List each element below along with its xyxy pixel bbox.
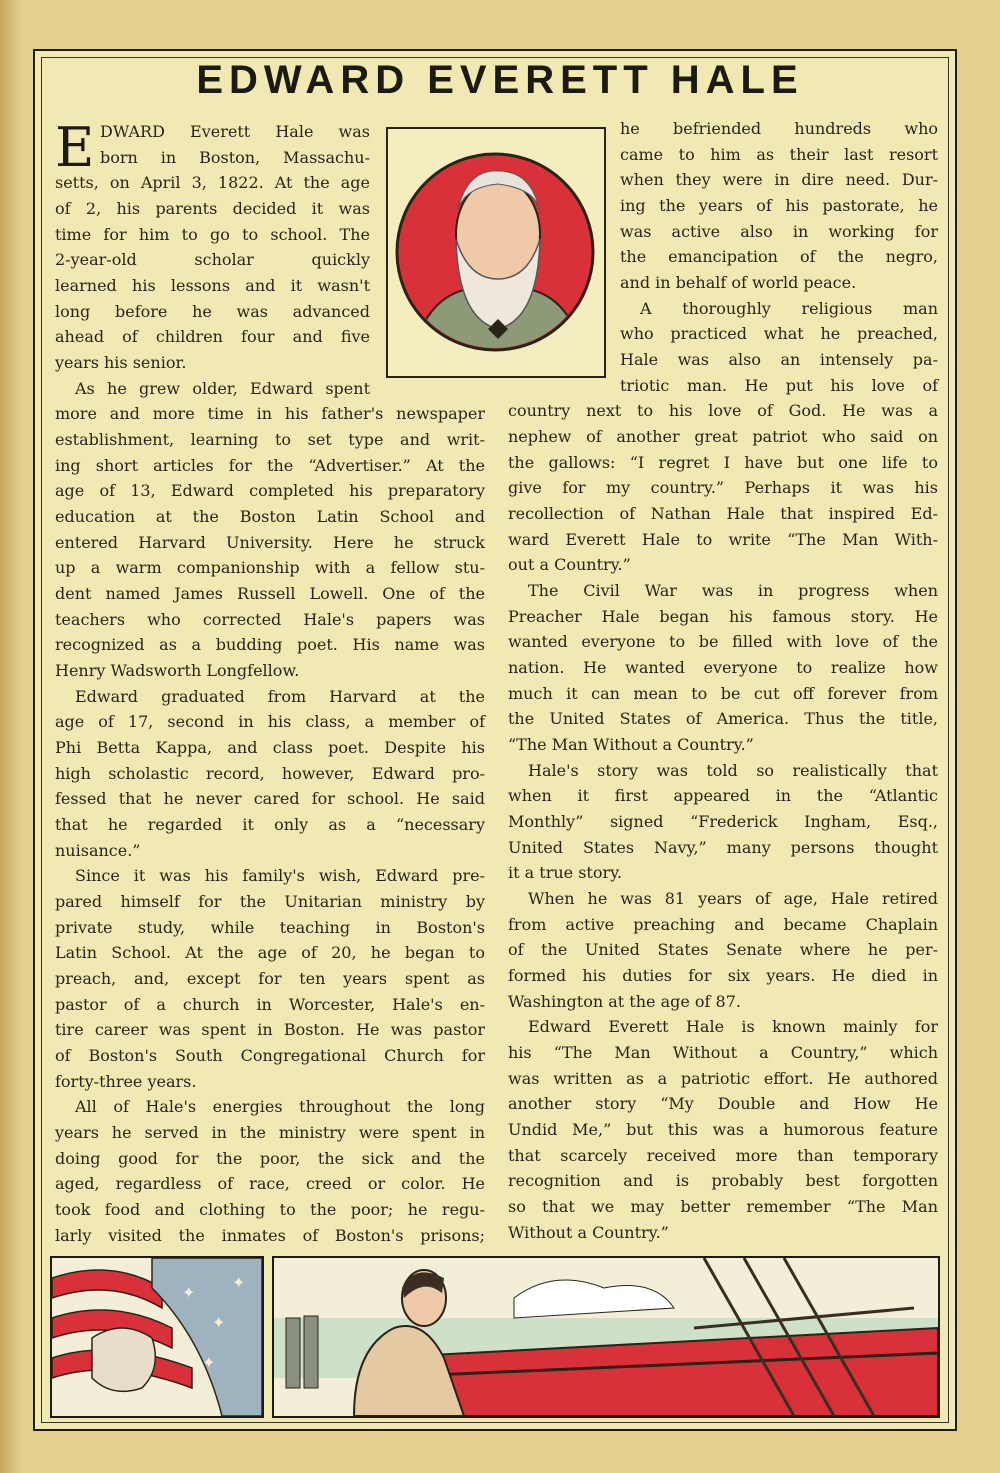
text-line: it a true story. [508,863,623,883]
text-line: Henry Wadsworth Longfellow. [55,661,300,681]
text-line: learned his lessons and it wasn't [55,276,370,296]
text-line: wanted everyone to be filled with love of the [508,632,938,652]
text-line: Monthly” signed “Frederick Ingham, Esq., [508,812,938,832]
text-line: the gallows: “I regret I have but one life to [508,452,938,472]
flag-fist-illustration [50,1256,264,1418]
text-line: of the United States Senate where he per- [508,940,938,960]
text-line: recollection of Nathan Hale that inspired Ed- [508,504,938,524]
text-line: Hale was also an intensely pa- [620,350,938,370]
text-line: As he grew older, Edward spent [75,378,370,398]
text-line: dent named James Russell Lowell. One of the [55,584,485,604]
text-line: who practiced what he preached, [620,324,938,344]
text-line: teachers who corrected Hale's papers was [55,609,485,629]
text-line: fessed that he never cared for school. He said [55,789,485,809]
text-line: Since it was his family's wish, Edward pre- [75,866,485,886]
text-line: high scholastic record, however, Edward pro- [55,763,485,783]
text-line: tire career was spent in Boston. He was pastor [55,1020,485,1040]
text-line: pared himself for the Unitarian ministry by [55,892,485,912]
text-line: Undid Me,” but this was a humorous feature [508,1120,938,1140]
svg-text:✦: ✦ [212,1313,226,1332]
text-line: Edward graduated from Harvard at the [75,686,485,706]
text-line: the emancipation of the negro, [620,247,938,267]
text-line: nation. He wanted everyone to realize how [508,658,938,678]
text-line: The Civil War was in progress when [528,581,938,601]
text-line: came to him as their last resort [620,144,938,164]
text-line: education at the Boston Latin School and [55,507,485,527]
text-line: 2-year-old scholar quickly [55,250,370,270]
drop-cap: E [55,116,95,179]
text-line: preach, and, except for ten years spent as [55,969,485,989]
text-line: Latin School. At the age of 20, he began to [55,943,485,963]
text-line: and in behalf of world peace. [620,273,857,293]
text-line: much it can mean to be cut off forever from [508,683,938,703]
portrait-of-hale [386,127,606,378]
text-line: time for him to go to school. The [55,224,370,244]
svg-text:✦: ✦ [182,1283,196,1302]
ship-deck-illustration [272,1256,940,1418]
text-line: age of 13, Edward completed his preparatory [55,481,485,501]
text-line: All of Hale's energies throughout the long [75,1097,485,1117]
text-line: out a Country.” [508,555,631,575]
text-line: up a warm companionship with a fellow stu- [55,558,485,578]
text-line: when it first appeared in the “Atlantic [508,786,938,806]
text-line: years he served in the ministry were spent in [55,1123,485,1143]
article-title: EDWARD EVERETT HALE [196,58,804,102]
text-line: recognition and is probably best forgotten [508,1171,938,1191]
text-line: that he regarded it only as a “necessary [55,815,485,835]
text-line: so that we may better remember “The Man [508,1197,938,1217]
text-line: “The Man Without a Country.” [508,735,754,755]
text-line: ing short articles for the “Advertiser.” At the [55,455,485,475]
text-line: ward Everett Hale to write “The Man With- [508,529,938,549]
text-line: from active preaching and became Chaplain [508,914,938,934]
text-line: A thoroughly religious man [640,298,938,318]
svg-text:✦: ✦ [232,1273,246,1292]
text-line: aged, regardless of race, creed or color. He [55,1174,485,1194]
text-line: long before he was advanced [55,301,370,321]
page-edge [0,0,22,1473]
text-line: of Boston's South Congregational Church for [55,1046,485,1066]
svg-text:✦: ✦ [202,1353,216,1372]
text-line: establishment, learning to set type and writ- [55,430,485,450]
text-line: that scarcely received more than temporary [508,1145,938,1165]
text-line: ing the years of his pastorate, he [620,196,938,215]
text-line: age of 17, second in his class, a member of [55,712,485,732]
text-line: pastor of a church in Worcester, Hale's en- [55,994,485,1014]
text-line: DWARD Everett Hale was [100,122,370,141]
text-line: Edward Everett Hale is known mainly for [528,1017,938,1037]
text-line: Phi Betta Kappa, and class poet. Despite his [55,738,485,758]
text-line: larly visited the inmates of Boston's prisons; [55,1225,485,1245]
text-line: years his senior. [55,353,187,373]
text-line: Preacher Hale began his famous story. He [508,606,938,626]
text-line: was written as a patriotic effort. He authored [508,1068,938,1088]
text-line: Hale's story was told so realistically that [528,760,938,780]
text-line: recognized as a budding poet. His name was [55,635,485,655]
text-line: country next to his love of God. He was a [508,401,938,421]
text-line: triotic man. He put his love of [620,375,938,395]
text-line: ahead of children four and five [55,327,370,347]
text-line: United States Navy,” many persons thought [508,837,938,857]
text-line: setts, on April 3, 1822. At the age [55,173,370,193]
text-line: he befriended hundreds who [620,119,938,138]
text-line: the United States of America. Thus the title, [508,709,938,729]
text-line: nuisance.” [55,840,141,860]
text-line: Without a Country.” [508,1222,669,1242]
text-line: forty-three years. [55,1071,197,1091]
text-line: of 2, his parents decided it was [55,199,370,218]
text-line: When he was 81 years of age, Hale retired [528,889,938,909]
text-line: formed his duties for six years. He died in [508,966,938,986]
text-line: was active also in working for [620,221,938,241]
text-line: when they were in dire need. Dur- [620,170,938,190]
text-line: private study, while teaching in Boston's [55,917,485,937]
text-line: nephew of another great patriot who said on [508,427,938,447]
text-line: give for my country.” Perhaps it was his [508,478,938,498]
text-line: another story “My Double and How He [508,1094,938,1114]
text-line: Washington at the age of 87. [508,991,741,1011]
text-line: entered Harvard University. Here he struck [55,532,485,552]
text-line: doing good for the poor, the sick and the [55,1148,485,1168]
text-line: his “The Man Without a Country,” which [508,1043,938,1063]
text-line: born in Boston, Massachu- [100,147,370,167]
text-line: took food and clothing to the poor; he regu- [55,1200,485,1220]
text-line: more and more time in his father's newspaper [55,404,485,424]
